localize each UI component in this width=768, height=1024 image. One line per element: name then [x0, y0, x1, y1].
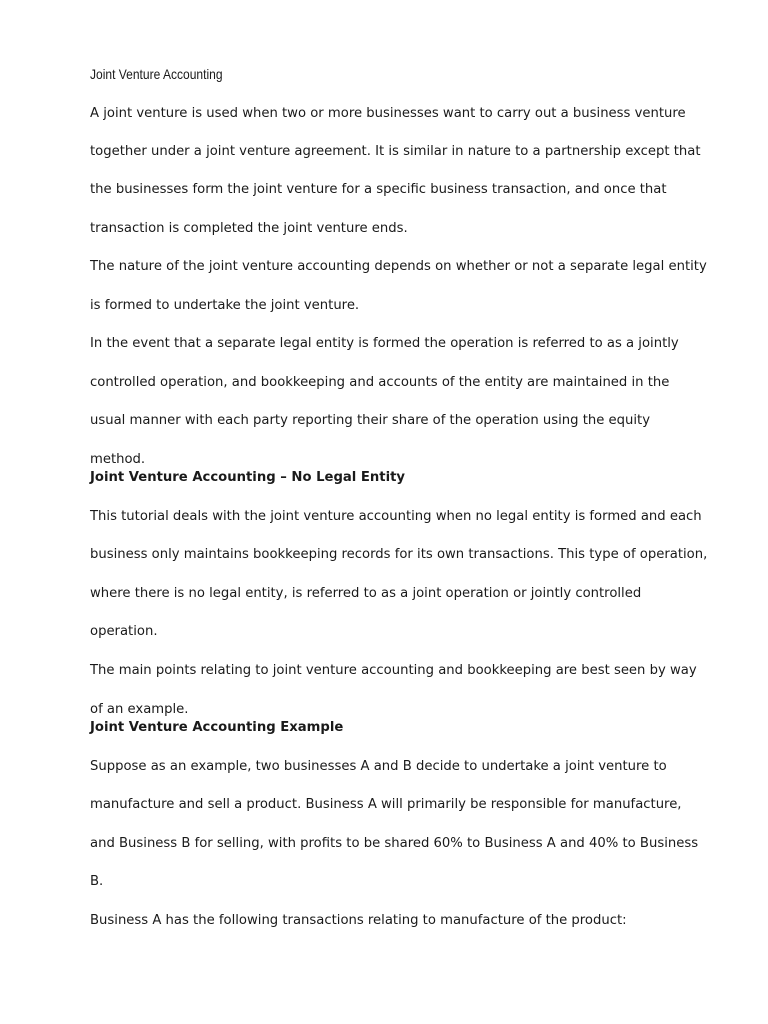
paragraph-line: B. — [90, 874, 104, 889]
paragraph-line: where there is no legal entity, is referred to as a joint operation or jointly controlled — [90, 586, 642, 601]
paragraph-line: operation. — [90, 624, 158, 639]
paragraph-line: usual manner with each party reporting their share of the operation using the equity — [90, 413, 651, 428]
paragraph-line: manufacture and sell a product. Business A will primarily be responsible for manufacture, — [90, 797, 682, 812]
paragraph-line: Business A has the following transactions relating to manufacture of the product: — [90, 913, 627, 928]
paragraph-line: of an example. — [90, 702, 189, 717]
paragraph-line: The main points relating to joint venture accounting and bookkeeping are best seen by way — [90, 663, 697, 678]
section-heading-no-legal-entity: Joint Venture Accounting – No Legal Entity — [90, 470, 406, 485]
section-heading-example: Joint Venture Accounting Example — [90, 720, 344, 735]
paragraph-line: The nature of the joint venture accounting depends on whether or not a separate legal entity — [90, 259, 707, 274]
paragraph-line: A joint venture is used when two or more businesses want to carry out a business venture — [90, 106, 686, 121]
paragraph-line: controlled operation, and bookkeeping and accounts of the entity are maintained in the — [90, 375, 670, 390]
paragraph-line: together under a joint venture agreement. It is similar in nature to a partnership except that — [90, 144, 701, 159]
paragraph-line: transaction is completed the joint venture ends. — [90, 221, 408, 236]
document-title: Joint Venture Accounting — [90, 66, 223, 82]
paragraph-line: method. — [90, 452, 146, 467]
paragraph-line: business only maintains bookkeeping records for its own transactions. This type of operation, — [90, 547, 708, 562]
paragraph-line: and Business B for selling, with profits to be shared 60% to Business A and 40% to Business — [90, 836, 699, 851]
paragraph-line: Suppose as an example, two businesses A and B decide to undertake a joint venture to — [90, 759, 667, 774]
paragraph-line: This tutorial deals with the joint venture accounting when no legal entity is formed and each — [90, 509, 702, 524]
paragraph-line: is formed to undertake the joint venture. — [90, 298, 360, 313]
paragraph-line: In the event that a separate legal entity is formed the operation is referred to as a jointly — [90, 336, 679, 351]
paragraph-line: the businesses form the joint venture for a specific business transaction, and once that — [90, 182, 667, 197]
